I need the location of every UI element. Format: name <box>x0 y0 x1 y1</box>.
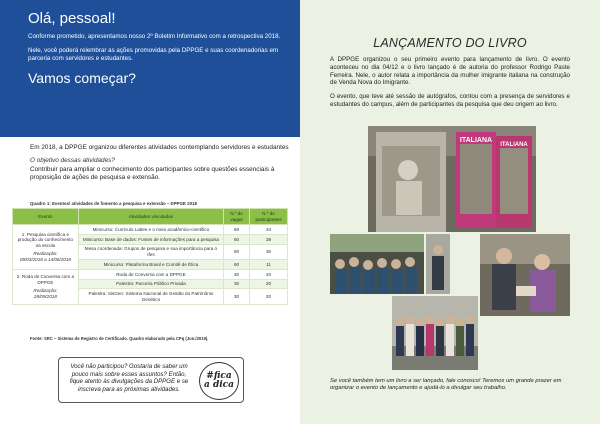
tip-text: Você não participou? Gostaria de saber um pouco mais sobre esses assuntos? Então, fique atento às divulgações da DPPGE e se inscreva para as próximas atividades. <box>69 363 189 393</box>
event-name: 2. Roda de Conversa com a DPPGE <box>16 274 74 285</box>
activity-cell: Roda de Conversa com a DPPGE <box>78 269 223 279</box>
activity-cell: Palestra: SisGen: Sistema Nacional de Gestão do Patrimônio Genético <box>78 289 223 304</box>
participants-cell: 20 <box>250 289 288 304</box>
vagas-cell: 60 <box>224 234 250 244</box>
vagas-cell: 60 <box>224 225 250 235</box>
header-event: Evento <box>13 209 79 225</box>
participants-cell: 30 <box>250 244 288 259</box>
audience-photo <box>330 234 424 294</box>
hero-paragraph-2: Nele, você poderá relembrar as ações promovidas pela DPPGE e suas coordenadorias em parceria com servidores e estudantes. <box>28 47 279 63</box>
objective-question: O objetivo dessas atividades? <box>30 157 115 165</box>
speaker-photo <box>426 234 450 294</box>
objective-answer: Contribuir para ampliar o conhecimento dos participantes sobre questões essenciais à proposição de ações de pesquisa e extensão. <box>30 165 275 181</box>
hero-title: Olá, pessoal! <box>28 10 116 27</box>
book-launch-paragraph-1: A DPPGE organizou o seu primeiro evento para lançamento de livro. O evento aconteceu no dia 04/12 e o livro lançado é de autoria do professor Rodrigo Paste Ferreira. Nele, o autor relata a importância da mulher imigrante italiana na construção de Venda Nova do Imigrante. <box>330 56 570 87</box>
event-dates: 09/03/2018 a 14/06/2018 <box>19 256 71 262</box>
participants-cell: 39 <box>250 234 288 244</box>
participants-cell: 11 <box>250 260 288 270</box>
book-cover-title: ITALIANA <box>459 137 493 144</box>
book-covers-photo <box>368 126 536 232</box>
table-source: Fonte: SRC – Sistema de Registro de Certificado. Quadro elaborado pela CPq (Jun./2019). <box>30 336 209 341</box>
event-name: 1. Pesquisa científica e produção do conhecimento na escola <box>17 231 74 248</box>
tip-callout <box>58 357 244 403</box>
participants-cell: 20 <box>250 269 288 279</box>
table-caption: Quadro 1: Eventos/ atividades de fomento a pesquisa e extensão – DPPGE 2018 <box>30 201 197 206</box>
vagas-cell: 60 <box>224 244 250 259</box>
hashtag-line-1: #fica <box>206 371 232 381</box>
participants-cell: 34 <box>250 225 288 235</box>
intro-text: Em 2018, a DPPGE organizou diferentes atividades contemplando servidores e estudantes <box>30 144 289 151</box>
fica-a-dica-hashtag <box>199 362 239 400</box>
event-label: Realização: <box>33 251 58 257</box>
intro-section <box>30 144 292 182</box>
activity-cell: Mesa coordenada: Grupos de pesquisa e sua importância para o Ifes <box>78 244 223 259</box>
activity-cell: Minicurso: Base de dados: Fontes de informações para a pesquisa <box>78 234 223 244</box>
table-row <box>13 269 288 279</box>
photo-collage <box>330 126 570 378</box>
event-label: Realização: <box>33 288 58 294</box>
autograph-session-photo <box>480 234 570 316</box>
event-cell <box>13 269 79 304</box>
table-row <box>13 225 288 235</box>
table-header-row <box>13 209 288 225</box>
hero-subtitle: Vamos começar? <box>28 69 136 86</box>
header-activities: Atividades vinculadas <box>78 209 223 225</box>
book-launch-footer: Se você também tem um livro a ser lançado, fale conosco! Teremos um grande prazer em organizar o evento de lançamento e ajudá-lo a divulgar seu trabalho. <box>330 378 562 392</box>
hero-paragraph-1: Conforme prometido, apresentamos nosso 2º Boletim Informativo com a retrospectiva 2018. <box>28 33 281 40</box>
book-launch-paragraph-2: O evento, que teve até sessão de autógrafos, contou com a presença de servidores e estudantes do campus, além de participantes da pesquisa que deu origem ao livro. <box>330 93 570 108</box>
hashtag-line-2: a dica <box>204 380 234 390</box>
vagas-cell: 30 <box>224 279 250 289</box>
right-page <box>300 0 600 424</box>
activity-cell: Palestra: Parceria Público Privada <box>78 279 223 289</box>
vagas-cell: 30 <box>224 289 250 304</box>
activity-cell: Minicurso: Currículo Lattes e o meio acadêmico-científico <box>78 225 223 235</box>
group-photo <box>392 296 478 370</box>
event-dates: 28/09/2018 <box>33 293 57 299</box>
header-participants: N.º de participantes <box>250 209 288 225</box>
book-launch-text <box>330 56 570 115</box>
header-vagas: N.º de vagas <box>224 209 250 225</box>
event-cell <box>13 225 79 270</box>
vagas-cell: 60 <box>224 260 250 270</box>
activity-cell: Minicurso: Plataforma Brasil e Comitê de Ética <box>78 260 223 270</box>
book-launch-title: LANÇAMENTO DO LIVRO <box>373 36 527 50</box>
vagas-cell: 30 <box>224 269 250 279</box>
participants-cell: 20 <box>250 279 288 289</box>
book-cover-title-2: ITALIANA <box>500 142 528 148</box>
events-table <box>12 208 288 305</box>
hero-banner <box>0 0 300 137</box>
